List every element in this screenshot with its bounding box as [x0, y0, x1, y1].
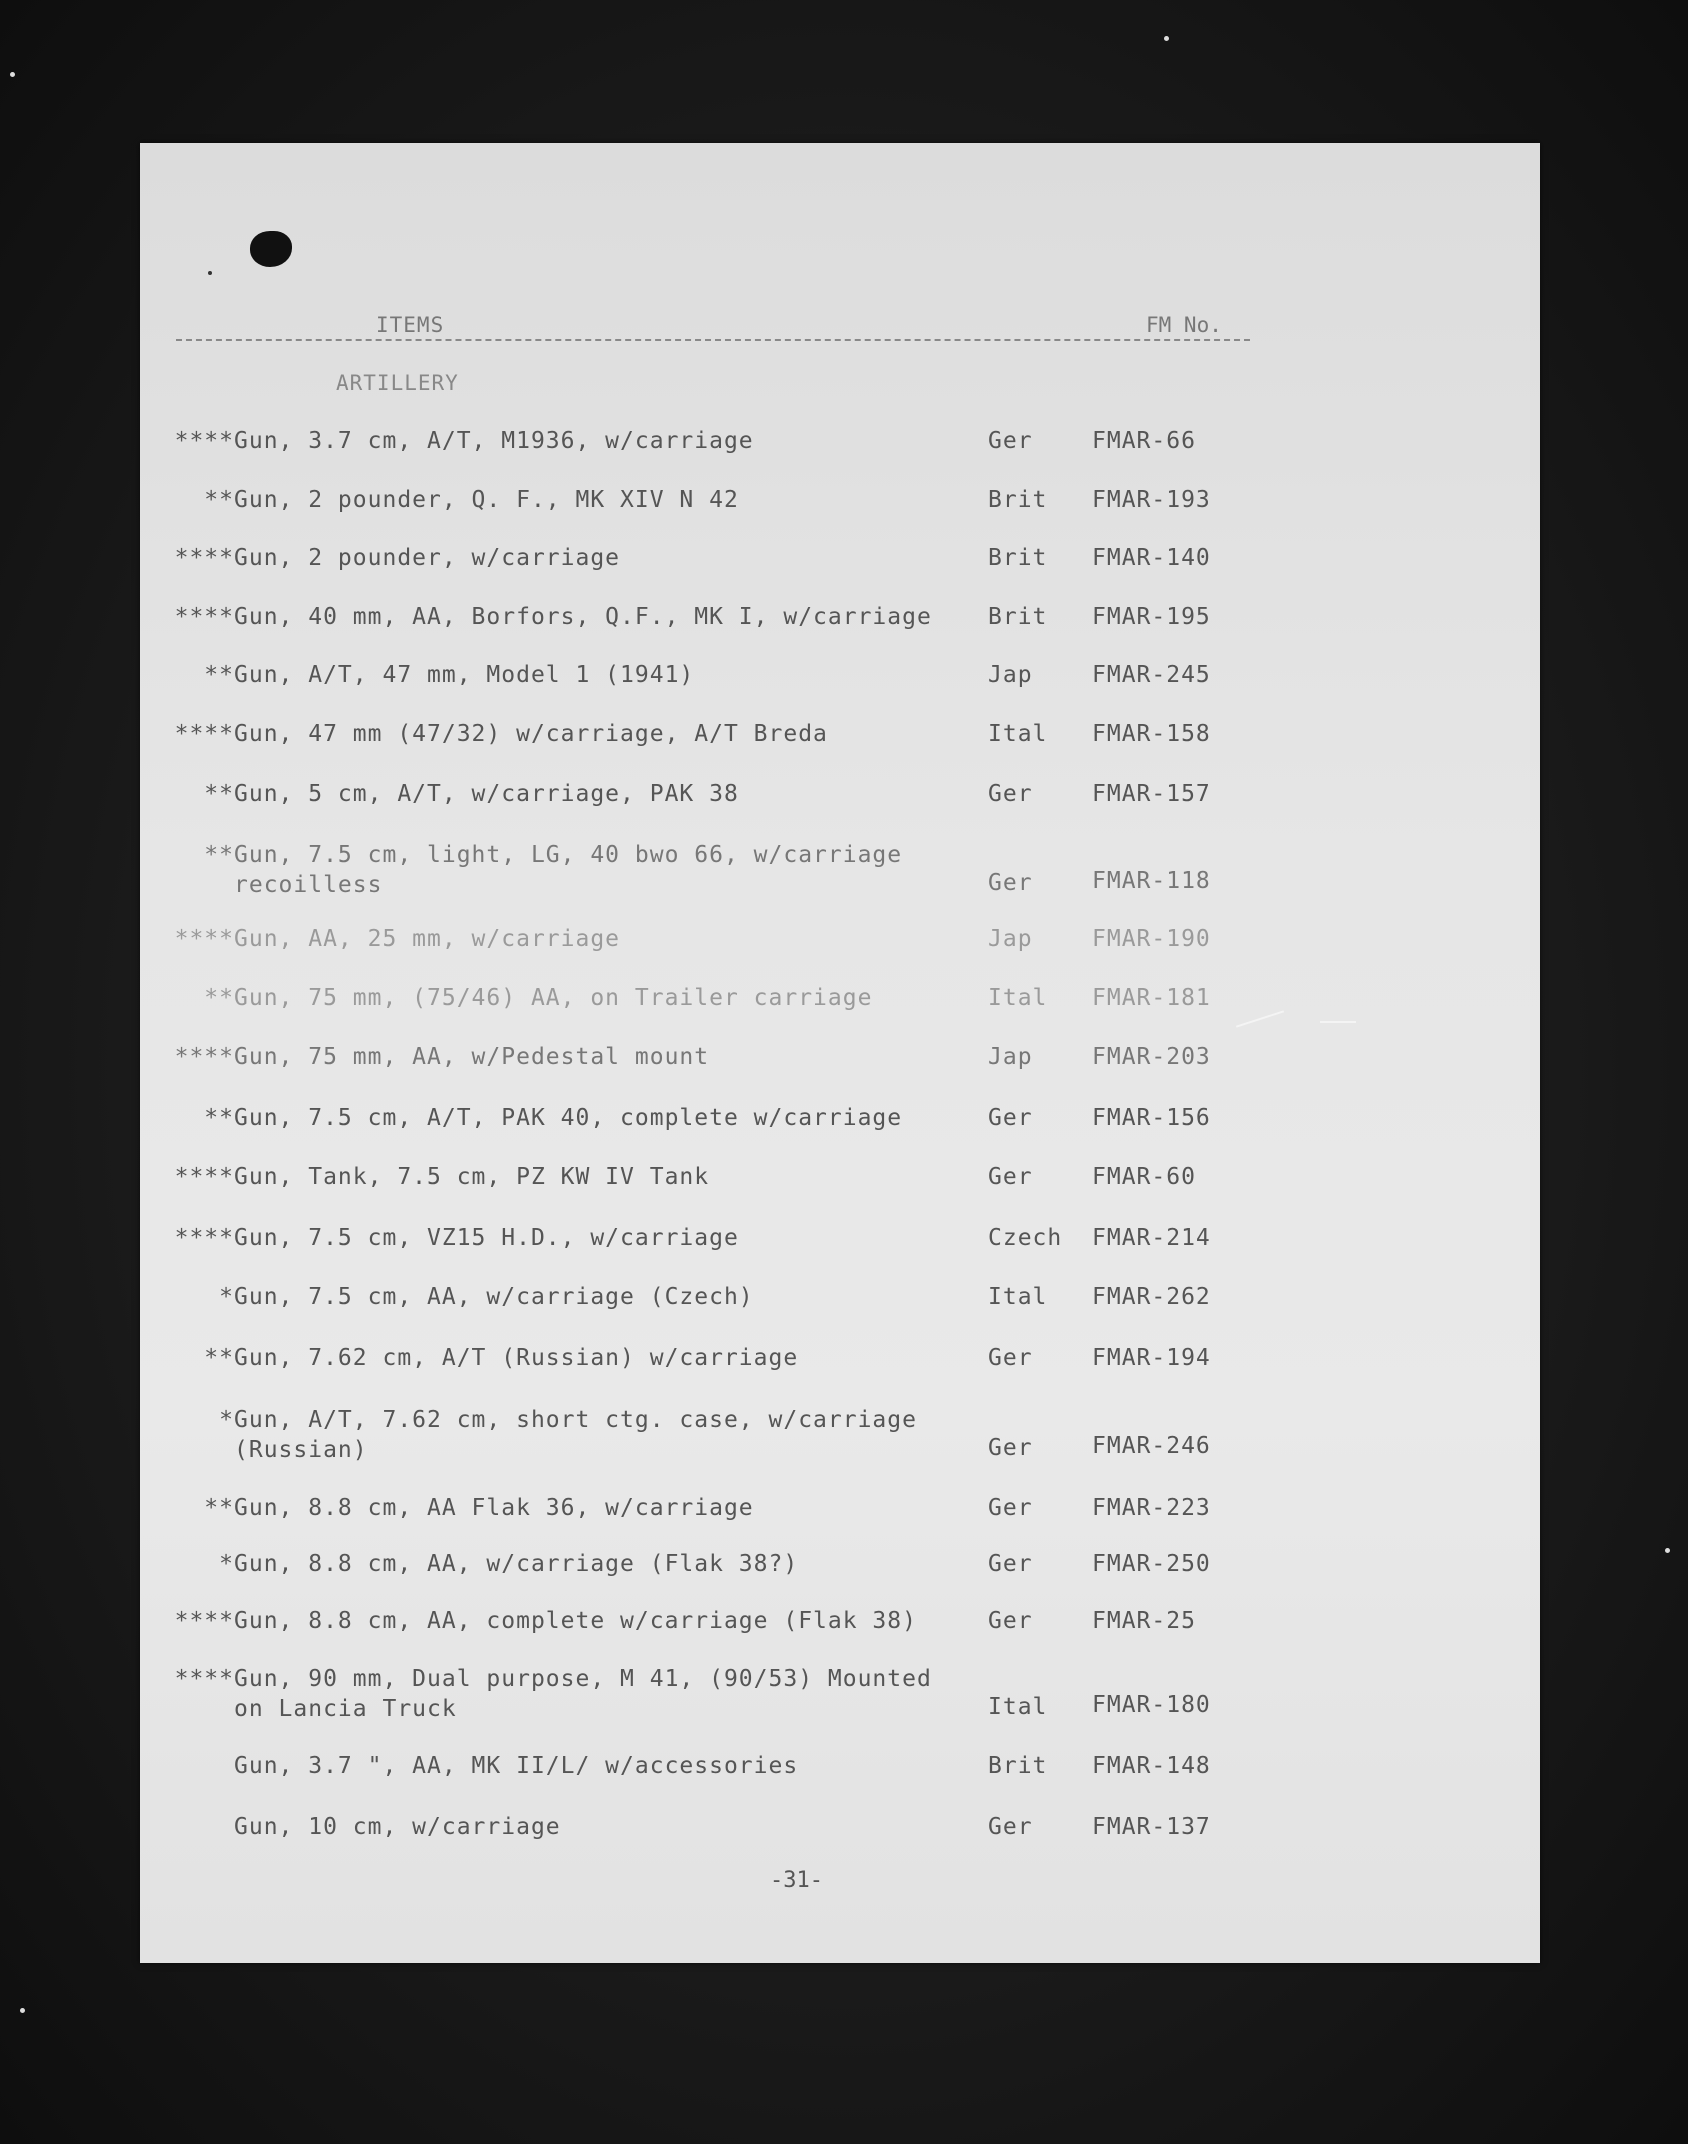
priority-stars: ** [204, 662, 234, 688]
priority-stars: **** [174, 1044, 234, 1070]
film-speck [20, 2008, 25, 2013]
item-nation: Ger [988, 781, 1033, 807]
item-nation: Ger [988, 1105, 1033, 1131]
item-description: Gun, Tank, 7.5 cm, PZ KW IV Tank [234, 1164, 710, 1190]
item-description: Gun, 47 mm (47/32) w/carriage, A/T Breda [234, 721, 828, 747]
items-column-header: ITEMS [376, 313, 445, 337]
priority-stars: **** [174, 545, 234, 571]
priority-stars: **** [174, 428, 234, 454]
item-nation: Ger [988, 1495, 1033, 1521]
item-fm-number: FMAR-223 [1092, 1495, 1211, 1521]
item-fm-number: FMAR-246 [1092, 1433, 1211, 1459]
item-nation: Ger [988, 1435, 1033, 1461]
priority-stars: **** [174, 1164, 234, 1190]
item-list [140, 143, 1540, 1963]
item-fm-number: FMAR-158 [1092, 721, 1211, 747]
item-description: Gun, 8.8 cm, AA, complete w/carriage (Flak 38) [234, 1608, 917, 1634]
item-fm-number: FMAR-157 [1092, 781, 1211, 807]
priority-stars: **** [174, 1666, 234, 1692]
item-description: Gun, 40 mm, AA, Borfors, Q.F., MK I, w/carriage [234, 604, 932, 630]
item-nation: Jap [988, 662, 1033, 688]
item-nation: Ital [988, 985, 1048, 1011]
item-description: Gun, 8.8 cm, AA, w/carriage (Flak 38?) [234, 1551, 799, 1577]
priority-stars: * [219, 1284, 234, 1310]
item-nation: Ital [988, 1284, 1048, 1310]
priority-stars: **** [174, 1225, 234, 1251]
item-description: Gun, 10 cm, w/carriage [234, 1814, 561, 1840]
film-scratch [1320, 1021, 1356, 1023]
item-nation: Czech [988, 1225, 1063, 1251]
item-nation: Ger [988, 1551, 1033, 1577]
item-fm-number: FMAR-180 [1092, 1692, 1211, 1718]
item-nation: Ger [988, 428, 1033, 454]
item-fm-number: FMAR-66 [1092, 428, 1196, 454]
document-page [140, 143, 1540, 1963]
item-fm-number: FMAR-60 [1092, 1164, 1196, 1190]
item-nation: Jap [988, 1044, 1033, 1070]
item-description: Gun, 7.5 cm, A/T, PAK 40, complete w/carriage [234, 1105, 903, 1131]
item-nation: Ger [988, 1345, 1033, 1371]
priority-stars: ** [204, 985, 234, 1011]
item-fm-number: FMAR-194 [1092, 1345, 1211, 1371]
item-nation: Brit [988, 604, 1048, 630]
item-nation: Ger [988, 870, 1033, 896]
item-description: Gun, 2 pounder, w/carriage [234, 545, 621, 571]
item-fm-number: FMAR-262 [1092, 1284, 1211, 1310]
item-description: Gun, 3.7 cm, A/T, M1936, w/carriage [234, 428, 754, 454]
item-fm-number: FMAR-25 [1092, 1608, 1196, 1634]
item-fm-number: FMAR-181 [1092, 985, 1211, 1011]
fm-number-column-header: FM No. [1146, 313, 1222, 337]
film-speck [1164, 36, 1169, 41]
item-nation: Brit [988, 1753, 1048, 1779]
item-fm-number: FMAR-245 [1092, 662, 1211, 688]
priority-stars: **** [174, 926, 234, 952]
item-nation: Jap [988, 926, 1033, 952]
item-nation: Brit [988, 487, 1048, 513]
film-speck [1665, 1548, 1670, 1553]
priority-stars: ** [204, 1495, 234, 1521]
item-fm-number: FMAR-140 [1092, 545, 1211, 571]
item-description: Gun, 3.7 ", AA, MK II/L/ w/accessories [234, 1753, 799, 1779]
item-description: Gun, 7.5 cm, AA, w/carriage (Czech) [234, 1284, 754, 1310]
priority-stars: * [219, 1551, 234, 1577]
item-description: Gun, 7.5 cm, VZ15 H.D., w/carriage [234, 1225, 739, 1251]
priority-stars: ** [204, 1105, 234, 1131]
item-nation: Ger [988, 1164, 1033, 1190]
priority-stars: ** [204, 842, 234, 868]
item-fm-number: FMAR-203 [1092, 1044, 1211, 1070]
item-nation: Ital [988, 1694, 1048, 1720]
item-fm-number: FMAR-190 [1092, 926, 1211, 952]
item-description: Gun, A/T, 7.62 cm, short ctg. case, w/carriage (Russian) [234, 1407, 917, 1463]
item-description: Gun, A/T, 47 mm, Model 1 (1941) [234, 662, 695, 688]
item-fm-number: FMAR-118 [1092, 868, 1211, 894]
item-nation: Ger [988, 1608, 1033, 1634]
item-fm-number: FMAR-195 [1092, 604, 1211, 630]
item-description: Gun, 8.8 cm, AA Flak 36, w/carriage [234, 1495, 754, 1521]
item-fm-number: FMAR-193 [1092, 487, 1211, 513]
item-description: Gun, AA, 25 mm, w/carriage [234, 926, 621, 952]
item-description: Gun, 2 pounder, Q. F., MK XIV N 42 [234, 487, 739, 513]
item-fm-number: FMAR-214 [1092, 1225, 1211, 1251]
priority-stars: ** [204, 781, 234, 807]
item-description: Gun, 90 mm, Dual purpose, M 41, (90/53) Mounted on Lancia Truck [234, 1666, 932, 1722]
item-description: Gun, 7.5 cm, light, LG, 40 bwo 66, w/carriage recoilless [234, 842, 903, 898]
item-fm-number: FMAR-156 [1092, 1105, 1211, 1131]
film-speck [10, 72, 15, 77]
priority-stars: **** [174, 721, 234, 747]
item-fm-number: FMAR-137 [1092, 1814, 1211, 1840]
item-fm-number: FMAR-148 [1092, 1753, 1211, 1779]
priority-stars: **** [174, 1608, 234, 1634]
item-description: Gun, 7.62 cm, A/T (Russian) w/carriage [234, 1345, 799, 1371]
item-description: Gun, 5 cm, A/T, w/carriage, PAK 38 [234, 781, 739, 807]
item-nation: Brit [988, 545, 1048, 571]
item-description: Gun, 75 mm, (75/46) AA, on Trailer carriage [234, 985, 873, 1011]
section-title: ARTILLERY [336, 371, 459, 395]
page-number: -31- [770, 1868, 823, 1893]
item-description: Gun, 75 mm, AA, w/Pedestal mount [234, 1044, 710, 1070]
priority-stars: **** [174, 604, 234, 630]
priority-stars: ** [204, 487, 234, 513]
item-nation: Ital [988, 721, 1048, 747]
item-nation: Ger [988, 1814, 1033, 1840]
item-fm-number: FMAR-250 [1092, 1551, 1211, 1577]
priority-stars: * [219, 1407, 234, 1433]
priority-stars: ** [204, 1345, 234, 1371]
